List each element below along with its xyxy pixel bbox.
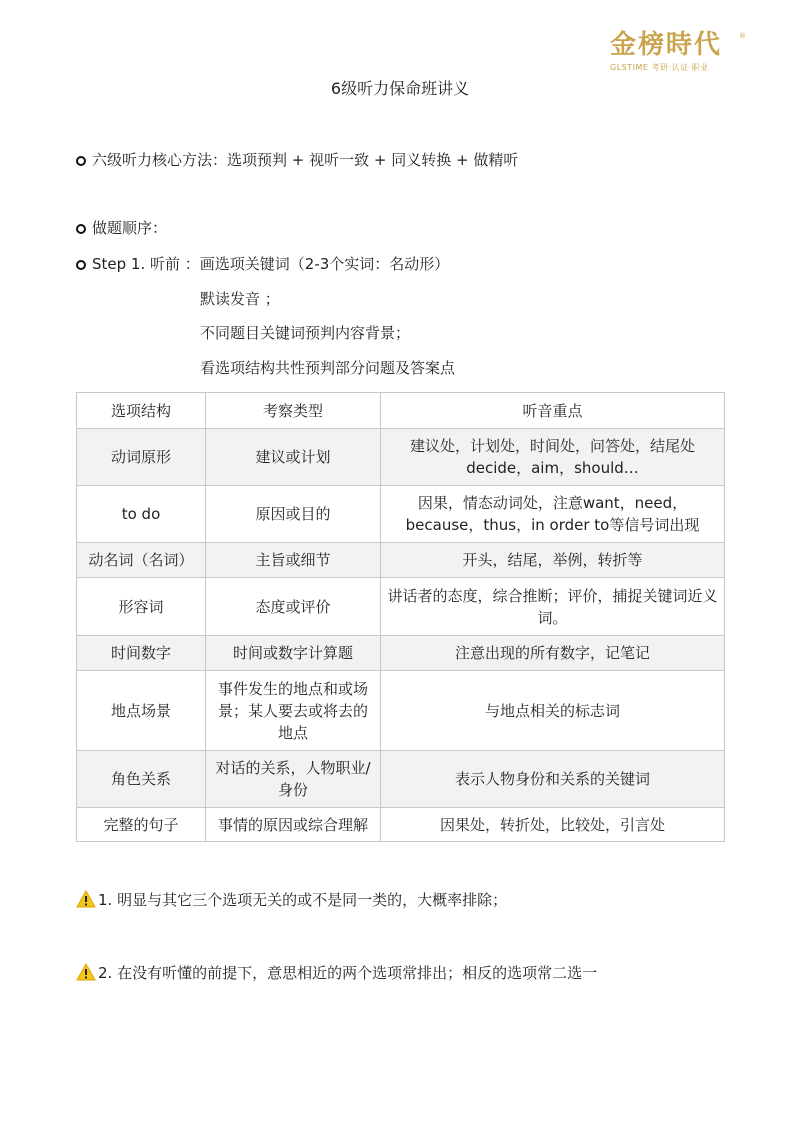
cell-structure: 形容词 [77, 578, 206, 636]
cell-structure: 完整的句子 [77, 808, 206, 842]
step1-line [76, 254, 449, 274]
bullet-icon [76, 224, 86, 234]
core-method-text: 六级听力核心方法：选项预判 + 视听一致 + 同义转换 + 做精听 [92, 151, 519, 169]
option-structure-table [76, 392, 725, 842]
table-header-row [77, 393, 725, 429]
table-row [77, 671, 725, 751]
logo-title: 金榜時代 [610, 30, 723, 60]
cell-focus: 因果，情态动词处，注意want，need，because，thus，in order to等信号词出现 [381, 486, 725, 543]
table-row [77, 808, 725, 842]
cell-focus: 与地点相关的标志词 [381, 671, 725, 751]
order-line [76, 218, 167, 238]
order-label: 做题顺序： [92, 219, 168, 237]
table-row [77, 486, 725, 543]
page-title: 6级听力保命班讲义 [330, 79, 470, 98]
table-row [77, 429, 725, 486]
tip-text: 1. 明显与其它三个选项无关的或不是同一类的，大概率排除； [98, 891, 508, 909]
cell-focus: 注意出现的所有数字，记笔记 [381, 636, 725, 671]
cell-type: 态度或评价 [206, 578, 381, 636]
logo-subtitle: GLSTIME 考研·认证·职业 [610, 63, 709, 72]
cell-focus: 因果处，转折处，比较处，引言处 [381, 808, 725, 842]
step1-item: 默读发音 ； [200, 290, 280, 308]
cell-focus: 讲话者的态度，综合推断；评价，捕捉关键词近义词。 [381, 578, 725, 636]
tip-line [76, 963, 597, 983]
cell-type: 事件发生的地点和或场景；某人要去或将去的地点 [206, 671, 381, 751]
bullet-icon [76, 156, 86, 166]
table-row [77, 636, 725, 671]
warning-icon [76, 963, 96, 981]
cell-type: 原因或目的 [206, 486, 381, 543]
cell-structure: 角色关系 [77, 751, 206, 808]
cell-focus: 建议处，计划处，时间处，问答处，结尾处 decide，aim，should… [381, 429, 725, 486]
bullet-icon [76, 260, 86, 270]
tip-line [76, 890, 507, 910]
step1-item: 不同题目关键词预判内容背景； [200, 324, 411, 342]
cell-structure: 地点场景 [77, 671, 206, 751]
cell-type: 主旨或细节 [206, 543, 381, 578]
cell-focus: 表示人物身份和关系的关键词 [381, 751, 725, 808]
cell-focus: 开头，结尾，举例，转折等 [381, 543, 725, 578]
header-type: 考察类型 [206, 393, 381, 429]
cell-type: 时间或数字计算题 [206, 636, 381, 671]
step1-item: 看选项结构共性预判部分问题及答案点 [200, 359, 456, 377]
cell-structure: 动词原形 [77, 429, 206, 486]
header-focus: 听音重点 [381, 393, 725, 429]
warning-icon [76, 890, 96, 908]
table-row [77, 578, 725, 636]
table-row [77, 543, 725, 578]
brand-logo [610, 30, 750, 80]
core-method-line [76, 150, 518, 170]
tip-text: 2. 在没有听懂的前提下，意思相近的两个选项常排出；相反的选项常二选一 [98, 964, 598, 982]
header-structure: 选项结构 [77, 393, 206, 429]
registered-mark: ® [739, 32, 746, 40]
cell-structure: 时间数字 [77, 636, 206, 671]
cell-type: 事情的原因或综合理解 [206, 808, 381, 842]
step1-text: Step 1. 听前 ：画选项关键词（2-3个实词：名动形） [92, 255, 450, 273]
cell-structure: 动名词（名词） [77, 543, 206, 578]
cell-type: 对话的关系，人物职业/身份 [206, 751, 381, 808]
cell-type: 建议或计划 [206, 429, 381, 486]
cell-structure: to do [77, 486, 206, 543]
table-row [77, 751, 725, 808]
